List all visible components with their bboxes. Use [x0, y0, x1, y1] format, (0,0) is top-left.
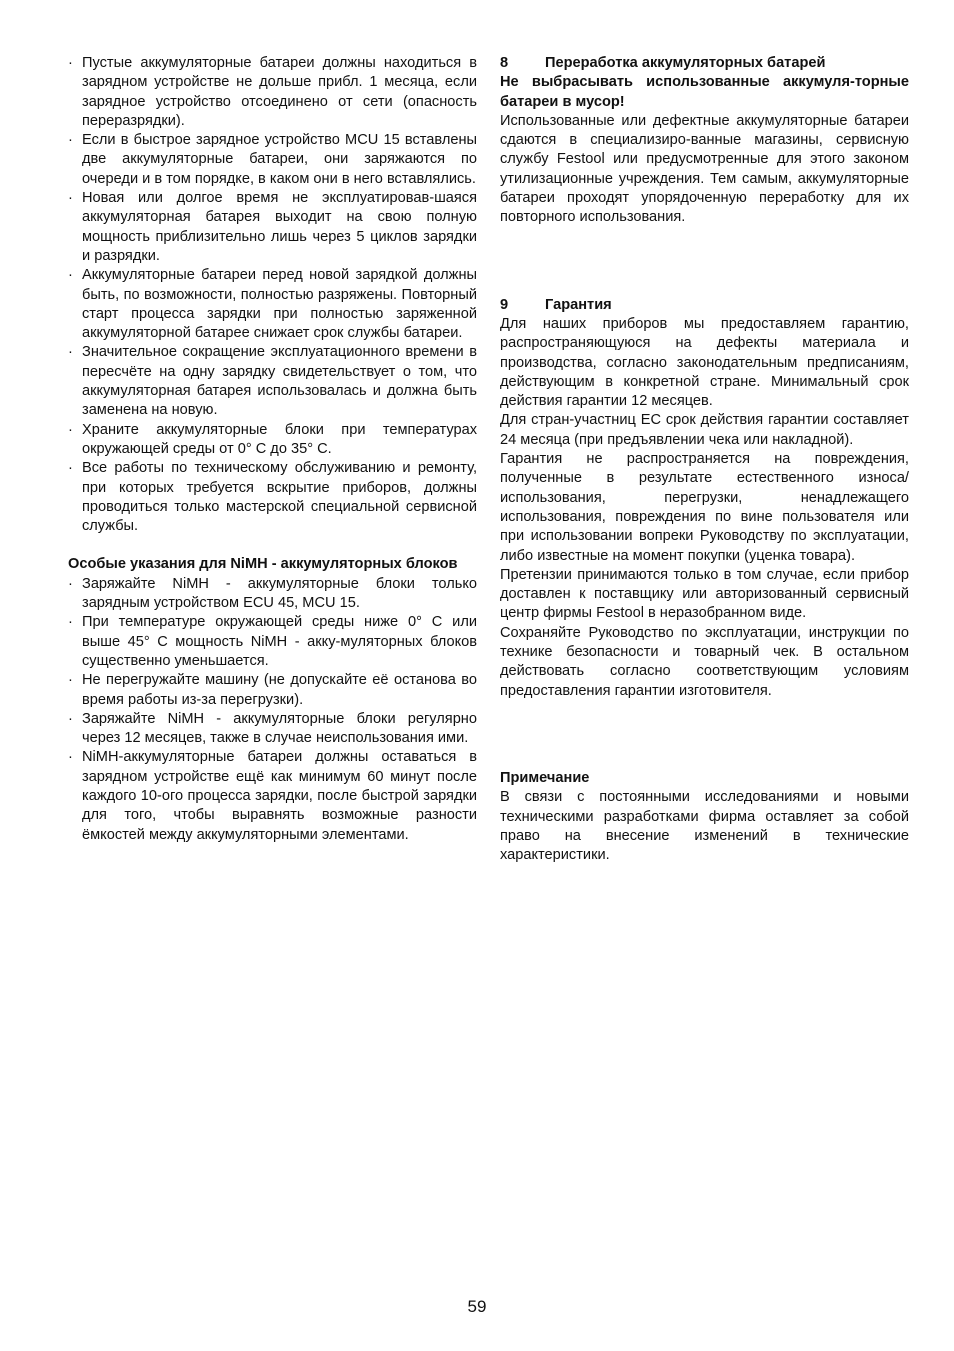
- page-number: 59: [467, 1297, 487, 1316]
- list-item: · Новая или долгое время не эксплуатировав-шаяся аккумуляторная батарея выходит на свою полную мощность приблизительно лишь через 5 циклов зарядки и разрядки.: [68, 190, 477, 264]
- left-column: [68, 54, 477, 845]
- warranty-paragraph: Претензии принимаются только в том случае, если прибор доставлен к поставщику или авторизованный сервисный центр фирмы Festool в неразобранном виде.: [500, 566, 909, 622]
- disposal-warning: Не выбрасывать использованные аккумуля-торные батареи в мусор!: [500, 74, 909, 110]
- warranty-paragraph: Сохраняйте Руководство по эксплуатации, инструкции по технике безопасности и товарный чек. В остальном действовать согласно соответствующим условиям предоставления гарантии изготовителя.: [500, 624, 909, 699]
- list-item: · Заряжайте NiMH - аккумуляторные блоки только зарядным устройством ECU 45, MCU 15.: [68, 575, 477, 612]
- nimh-heading: Особые указания для NiMH - аккумуляторных блоков: [68, 556, 458, 573]
- right-column: [500, 54, 909, 865]
- recycling-text: Использованные или дефектные аккумуляторные батареи сдаются в специализиро-ванные магазины, сервисную службу Festool или предусмотренные для этого законом утилизационные учреждения. Тем самым, аккумуляторные батареи проходят упорядоченную переработку для их повторного использования.: [500, 112, 909, 226]
- list-item: · Заряжайте NiMH - аккумуляторные блоки регулярно через 12 месяцев, также в случае неиспользования ими.: [68, 710, 477, 747]
- list-item: · Если в быстрое зарядное устройство MCU 15 вставлены две аккумуляторные батареи, они заряжаются по очереди и в том порядке, в каком они в него вставлялись.: [68, 132, 477, 187]
- list-item: · Все работы по техническому обслуживанию и ремонту, при которых требуется вскрытие приборов, должны проводиться только мастерской специальной сервисной службы.: [68, 460, 477, 535]
- warranty-paragraph: Для наших приборов мы предоставляем гарантию, распространяющуюся на дефекты материала и производства, согласно законодательным предписаниям, действующим в конкретной стране. Минимальный срок действия гарантии 12 месяцев.: [500, 315, 909, 410]
- list-item: · Пустые аккумуляторные батареи должны находиться в зарядном устройстве не дольше прибл. 1 месяца, если зарядное устройство отсоединено от сети (опасность переразрядки).: [68, 55, 477, 129]
- warranty-paragraph: Для стран-участниц ЕС срок действия гарантии составляет 24 месяца (при предъявлении чека или накладной).: [500, 412, 909, 448]
- note-text: В связи с постоянными исследованиями и новыми техническими разработками фирма оставляет за собой право на внесение изменений в технические характеристики.: [500, 789, 909, 864]
- section-number: 8: [500, 55, 509, 71]
- section-number: 9: [500, 296, 509, 313]
- list-item: · При температуре окружающей среды ниже 0° C или выше 45° C мощность NiMH - акку-муляторных блоков существенно уменьшается.: [68, 614, 477, 669]
- section-title: Гарантия: [545, 296, 612, 313]
- list-item: · Храните аккумуляторные блоки при температурах окружающей среды от 0° C до 35° C.: [68, 421, 477, 457]
- section-title: Переработка аккумуляторных батарей: [545, 55, 826, 71]
- warranty-paragraph: Гарантия не распространяется на повреждения, полученные в результате естественного износа/ использования, перегрузки, ненадлежащего использования, повреждения по вине пользователя или при использовании вопреки Руководству по эксплуатации, либо известные на момент покупки (уценка товара).: [500, 451, 909, 564]
- list-item: · Аккумуляторные батареи перед новой зарядкой должны быть, по возможности, полностью разряжены. Повторный старт процесса зарядки при полностью заряженной аккумуляторной батарее снижает срок службы батареи.: [68, 267, 477, 342]
- list-item: · NiMH-аккумуляторные батареи должны оставаться в зарядном устройстве ещё как минимум 60 минут после каждого 10-ого процесса зарядки, после быстрой зарядки для того, чтобы выравнять возможные разности ёмкостей между аккумуляторными элементами.: [68, 749, 477, 843]
- list-item: · Значительное сокращение эксплуатационного времени в пересчёте на одну зарядку свидетельствует о том, что аккумуляторная батарея использовалась и должна быть заменена на новую.: [68, 344, 477, 419]
- list-item: · Не перегружайте машину (не допускайте её останова во время работы из-за перегрузки).: [68, 672, 477, 708]
- section-9-heading: [500, 296, 909, 315]
- nimh-list: [68, 575, 477, 845]
- note-heading: Примечание: [500, 769, 590, 786]
- battery-care-list: [68, 54, 477, 536]
- section-8-heading: [500, 54, 909, 73]
